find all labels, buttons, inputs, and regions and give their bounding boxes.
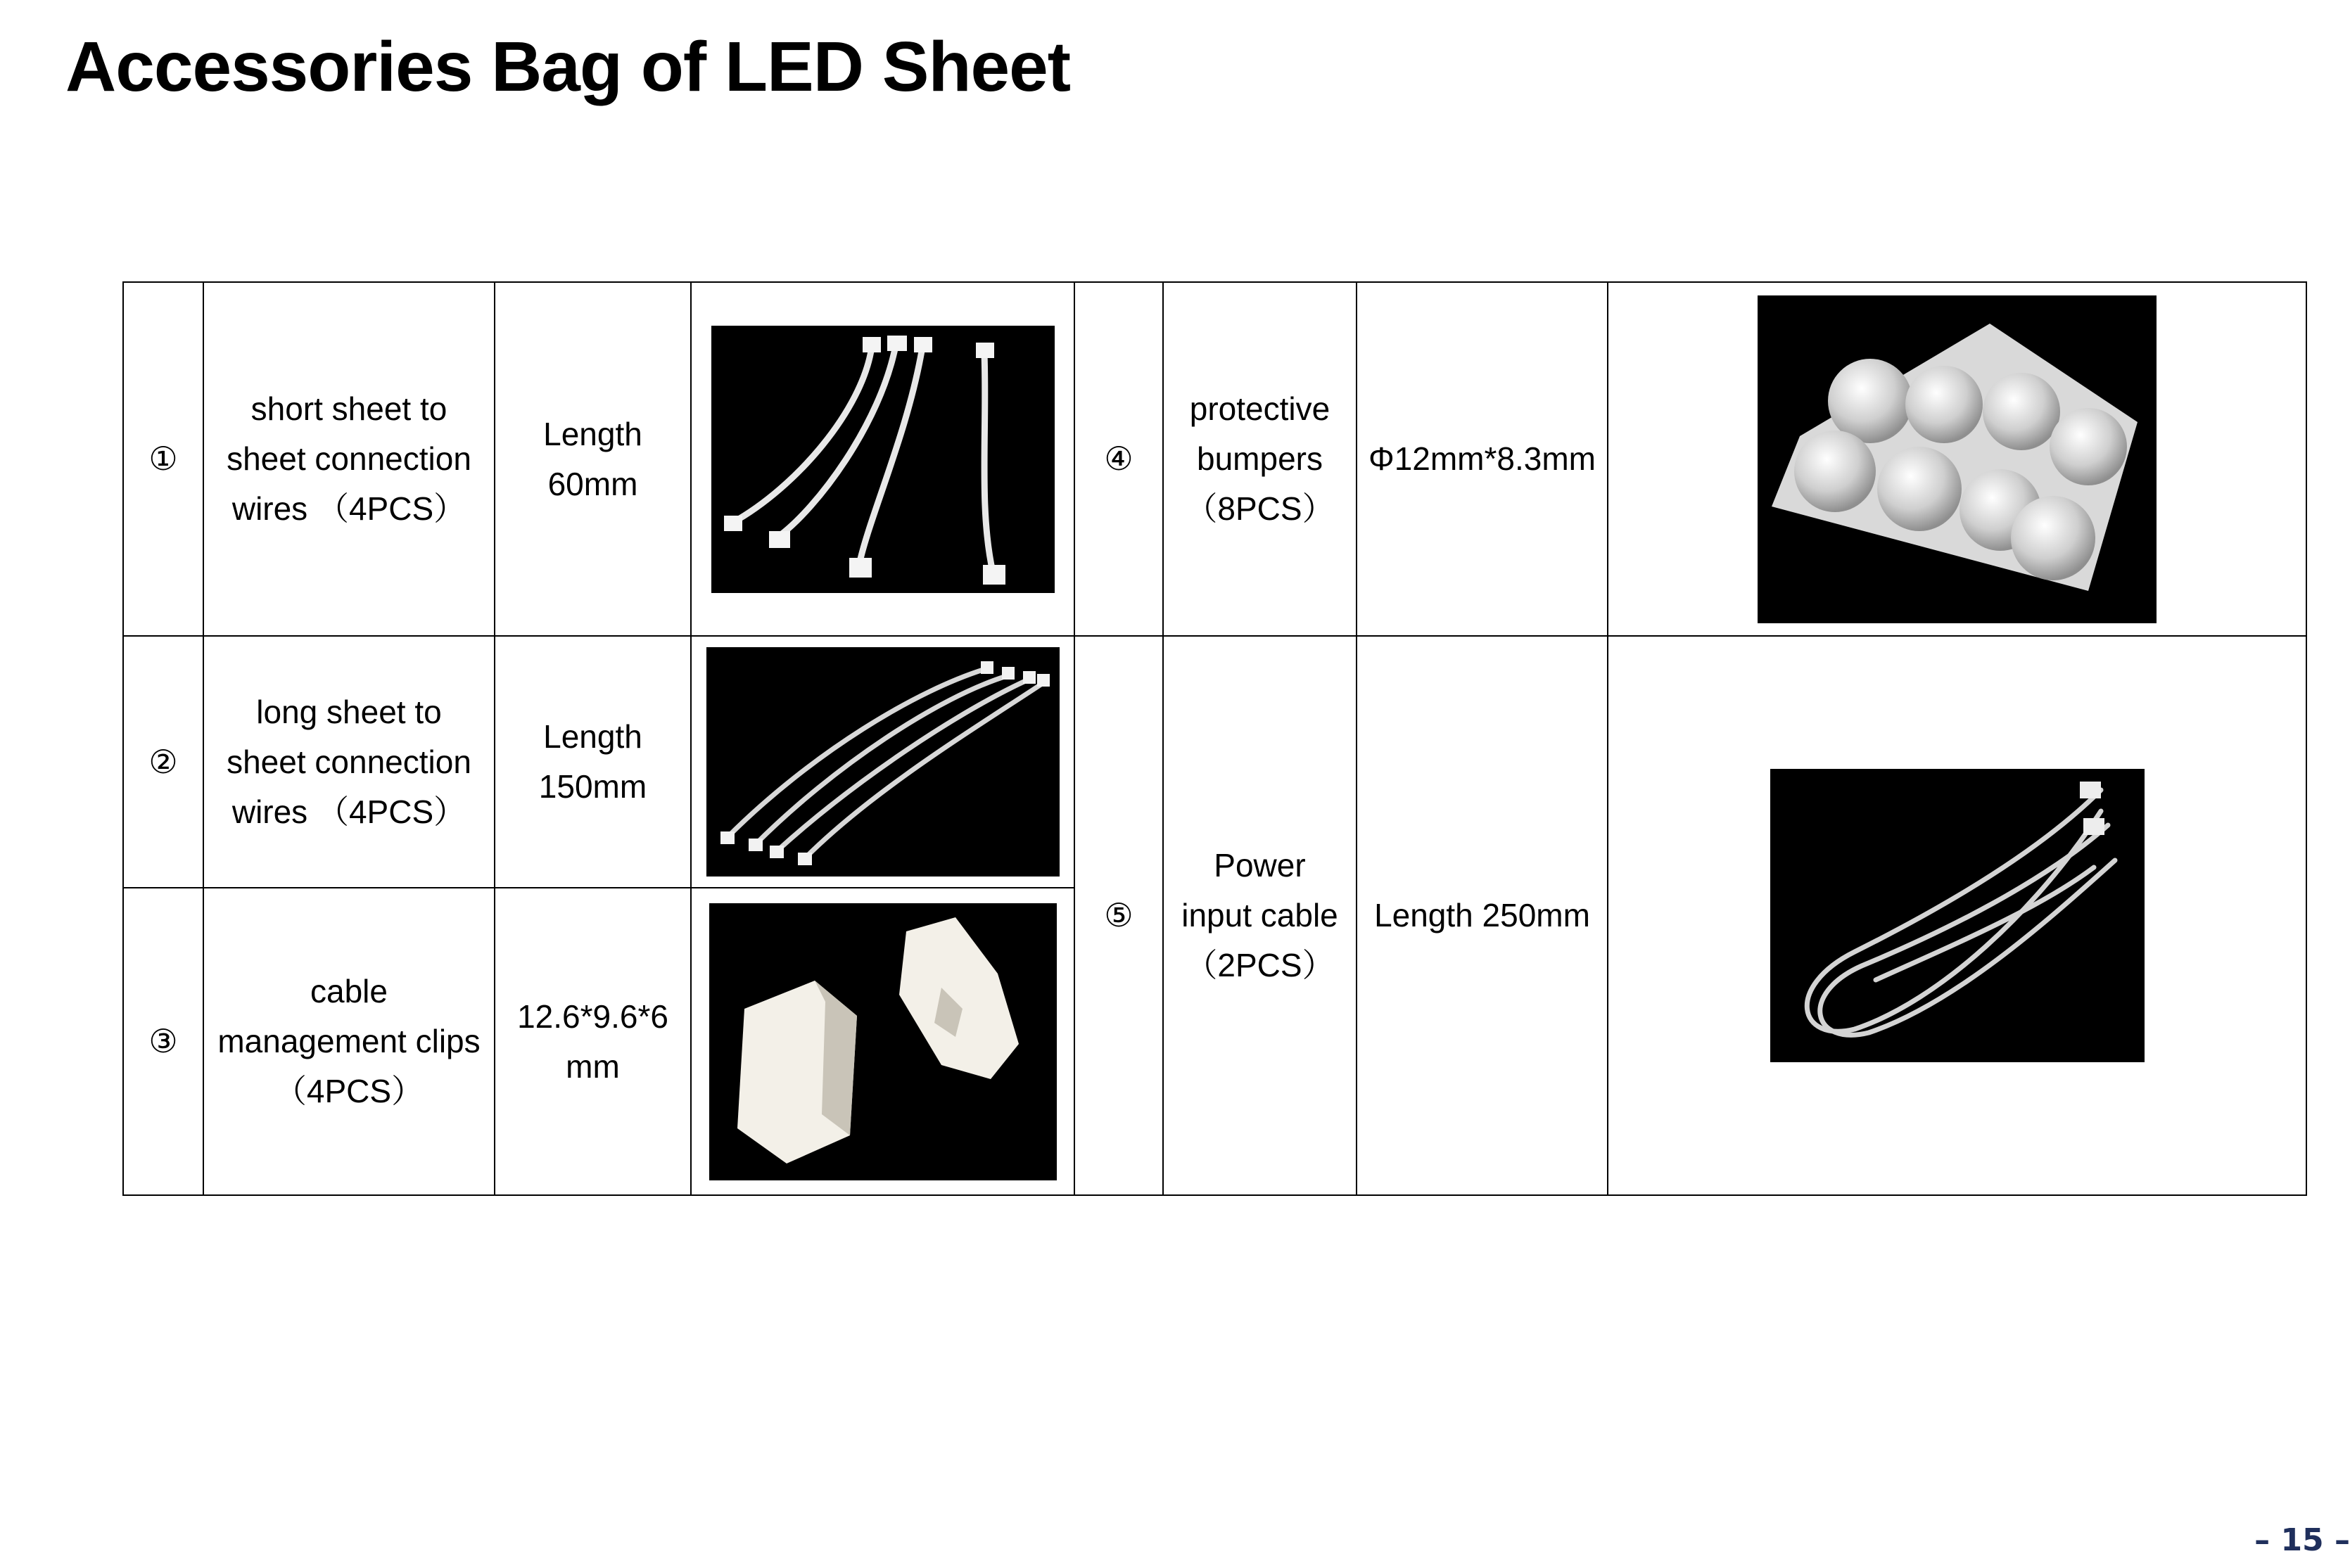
item-spec-line: 12.6*9.6*6 xyxy=(517,997,668,1035)
item-spec-line: mm xyxy=(566,1047,620,1085)
item-name xyxy=(203,888,495,1195)
item-name-line: Power xyxy=(1214,847,1306,884)
item-name-line: cable xyxy=(310,973,388,1009)
item-name xyxy=(1163,636,1357,1195)
table-row xyxy=(123,282,2306,636)
item-spec-line: 60mm xyxy=(547,465,638,502)
item-spec xyxy=(495,888,691,1195)
item-number: ④ xyxy=(1074,282,1163,636)
item-name-line: sheet connection xyxy=(227,440,471,477)
item-name-line: short sheet to xyxy=(250,390,447,427)
long-wires-photo xyxy=(706,647,1060,877)
item-image-cell xyxy=(691,636,1074,888)
item-name-line: （8PCS） xyxy=(1185,490,1335,527)
item-spec-line: Length xyxy=(543,718,642,755)
item-image-cell xyxy=(1608,282,2306,636)
item-name xyxy=(203,636,495,888)
page-title: Accessories Bag of LED Sheet xyxy=(65,27,1071,106)
accessories-table xyxy=(122,281,2307,1196)
table-row xyxy=(123,636,2306,888)
item-name-line: management clips xyxy=(217,1023,481,1059)
item-name xyxy=(203,282,495,636)
clips-photo xyxy=(709,903,1057,1180)
item-name-line: （2PCS） xyxy=(1185,947,1335,983)
item-name-line: wires （4PCS） xyxy=(231,490,466,527)
page-number: – 15 – xyxy=(2254,1522,2350,1558)
item-image-cell xyxy=(691,888,1074,1195)
item-spec xyxy=(495,282,691,636)
power-cable-photo xyxy=(1770,769,2145,1062)
item-spec-line: Length 250mm xyxy=(1374,897,1590,933)
item-spec xyxy=(495,636,691,888)
item-name-line: long sheet to xyxy=(256,693,442,730)
item-image-cell xyxy=(1608,636,2306,1195)
item-name-line: wires （4PCS） xyxy=(231,793,466,830)
item-number: ① xyxy=(123,282,203,636)
item-name xyxy=(1163,282,1357,636)
item-number: ② xyxy=(123,636,203,888)
item-number: ⑤ xyxy=(1074,636,1163,1195)
item-name-line: protective xyxy=(1189,390,1330,427)
short-wires-photo xyxy=(711,326,1055,593)
item-spec-line: Φ12mm*8.3mm xyxy=(1368,440,1596,477)
item-name-line: bumpers xyxy=(1197,440,1323,477)
item-name-line: （4PCS） xyxy=(274,1073,424,1109)
item-name-line: sheet connection xyxy=(227,743,471,780)
item-spec-line: Length xyxy=(543,415,642,452)
item-spec xyxy=(1357,636,1608,1195)
item-spec xyxy=(1357,282,1608,636)
item-spec-line: 150mm xyxy=(538,768,647,805)
item-name-line: input cable xyxy=(1181,897,1338,933)
item-image-cell xyxy=(691,282,1074,636)
bumpers-photo xyxy=(1758,295,2157,623)
item-number: ③ xyxy=(123,888,203,1195)
